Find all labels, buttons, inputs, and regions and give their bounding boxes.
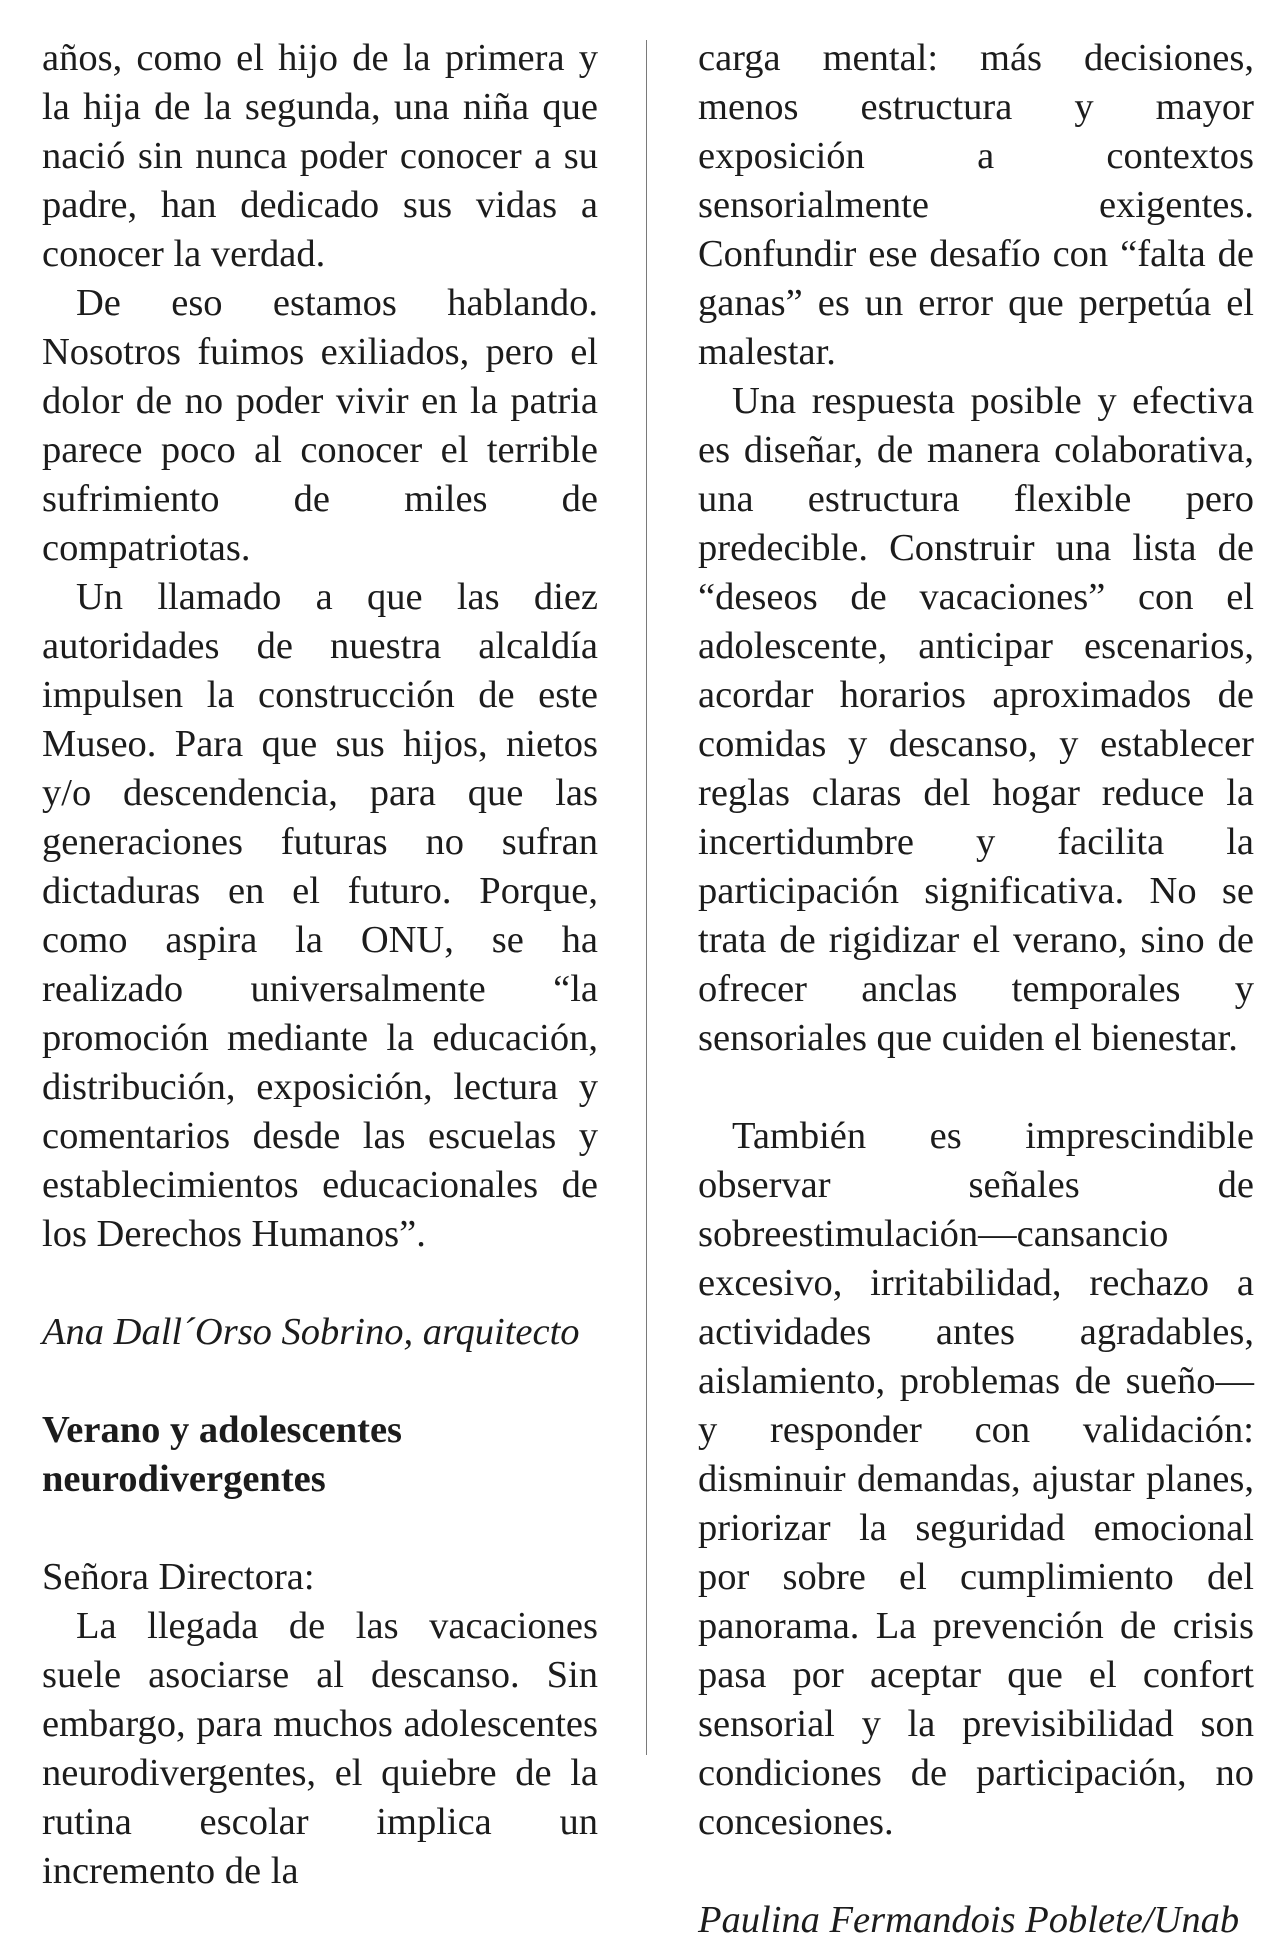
spacer — [698, 1063, 1254, 1112]
letter2-paragraph-continuation: carga mental: más decisiones, menos estructura y mayor exposición a contextos sensorialmente exigentes. Confundir ese desafío con “falta de ganas” es un error que perpetúa el malestar. — [698, 37, 1254, 373]
letter2-salutation: Señora Directora: — [42, 1556, 315, 1598]
letter2-signature: Paulina Fermandois Poblete/Unab — [698, 1899, 1240, 1941]
column-divider — [646, 40, 647, 1755]
letter1-paragraph-museum: Un llamado a que las diez autoridades de nuestra alcaldía impulsen la construcción de este Museo. Para que sus hijos, nietos y/o descendencia, para que las generaciones futuras no sufran dictaduras en el futuro. Porque, como aspira la ONU, se ha realizado universalmente “la promoción mediante la educación, distribución, exposición, lectura y comentarios desde las escuelas y establecimientos educacionales de los Derechos Humanos”. — [42, 576, 598, 1255]
letter2-heading: Verano y adolescentes neurodivergentes — [42, 1409, 403, 1500]
spacer — [42, 1259, 598, 1308]
letter2-paragraph-structure: Una respuesta posible y efectiva es diseñar, de manera colaborativa, una estructura flexible pero predecible. Construir una lista de “deseos de vacaciones” con el adolescente, anticipar escenarios, acordar horarios aproximados de comidas y descanso, y establecer reglas claras del hogar reduce la incertidumbre y facilita la participación significativa. No se trata de rigidizar el verano, sino de ofrecer anclas temporales y sensoriales que cuiden el bienestar. — [698, 380, 1254, 1059]
letter1-signature: Ana Dall´Orso Sobrino, arquitecto — [42, 1311, 580, 1353]
spacer — [42, 1357, 598, 1406]
letter2-paragraph-overstimulation: También es imprescindible observar señales de sobreestimulación—cansancio excesivo, irritabilidad, rechazo a actividades antes agradables, aislamiento, problemas de sueño—y responder con validación: disminuir demandas, ajustar planes, priorizar la seguridad emocional por sobre el cumplimiento del panorama. La prevención de crisis pasa por aceptar que el confort sensorial y la previsibilidad son condiciones de participación, no concesiones. — [698, 1115, 1254, 1843]
spacer — [698, 1847, 1254, 1896]
spacer — [42, 1504, 598, 1553]
letter2-paragraph-intro: La llegada de las vacaciones suele asociarse al descanso. Sin embargo, para muchos adolescentes neurodivergentes, el quiebre de la rutina escolar implica un incremento de la — [42, 1605, 598, 1892]
left-column — [42, 34, 598, 1896]
right-column — [698, 34, 1254, 1945]
letter1-paragraph-continuation: años, como el hijo de la primera y la hija de la segunda, una niña que nació sin nunca poder conocer a su padre, han dedicado sus vidas a conocer la verdad. — [42, 37, 598, 275]
letter1-paragraph-exile: De eso estamos hablando. Nosotros fuimos exiliados, pero el dolor de no poder vivir en la patria parece poco al conocer el terrible sufrimiento de miles de compatriotas. — [42, 282, 598, 569]
